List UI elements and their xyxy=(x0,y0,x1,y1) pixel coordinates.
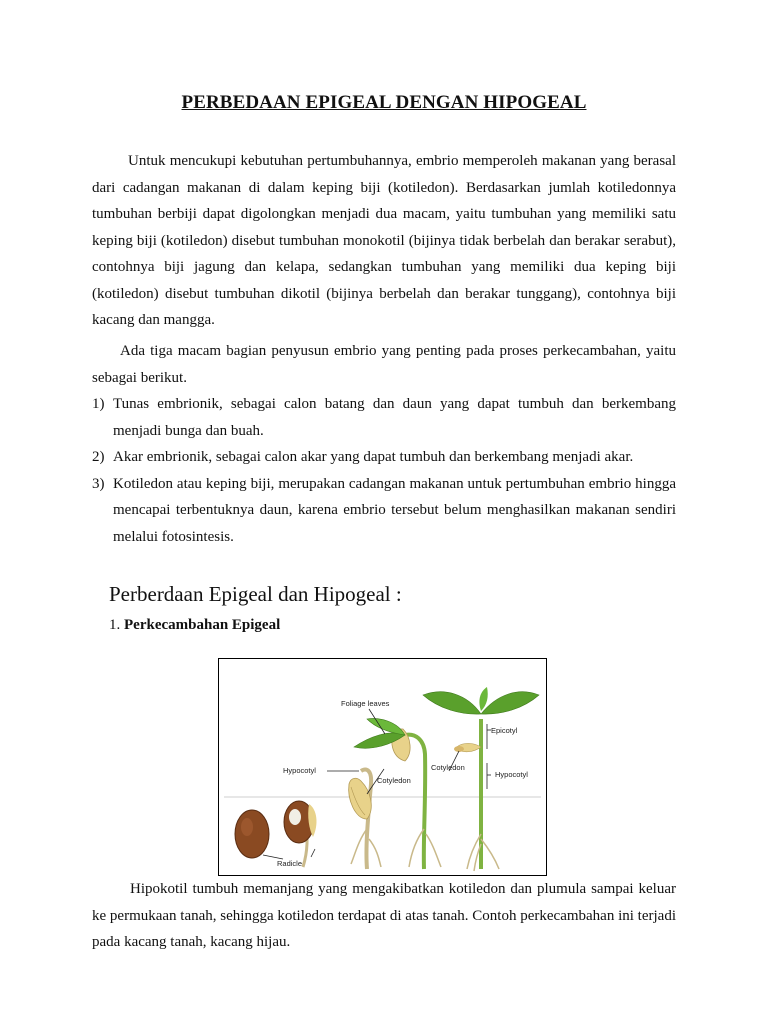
label-hypocotyl-right: Hypocotyl xyxy=(495,770,528,779)
label-radicle: Radicle xyxy=(277,859,303,868)
list-item xyxy=(92,471,676,551)
label-epicotyl: Epicotyl xyxy=(491,726,518,735)
page-title: PERBEDAAN EPIGEAL DENGAN HIPOGEAL xyxy=(181,92,587,113)
intro-paragraph: Untuk mencukupi kebutuhan pertumbuhannya, embrio memperoleh makanan yang berasal dari cadangan makanan di dalam keping biji (kotiledon). Berdasarkan jumlah kotiledonnya tumbuhan berbiji dapat digolongkan menjadi dua macam, yaitu tumbuhan yang memiliki satu keping biji (kotiledon) disebut tumbuhan monokotil (bijinya tidak berbelah dan berakar serabut), contohnya biji jagung dan kelapa, sedangkan tumbuhan yang memiliki dua keping biji (kotiledon) disebut tumbuhan dikotil (bijinya berbelah dan berakar tunggang), contohnya biji kacang dan mangga. xyxy=(92,153,676,328)
list-item xyxy=(92,444,676,471)
germination-illustration xyxy=(219,659,546,875)
seed-stage-1 xyxy=(235,810,269,858)
list-item-number: 2) xyxy=(92,449,105,465)
list-item-text: Kotiledon atau keping biji, merupakan cadangan makanan untuk pertumbuhan embrio hingga mencapai terbentuknya daun, karena embrio tersebut belum menghasilkan makanan sendiri melalui fotosintesis. xyxy=(113,475,676,545)
embryo-parts-list xyxy=(92,391,676,550)
seedling-stage-5 xyxy=(423,687,539,871)
seed-stage-2 xyxy=(284,801,316,867)
label-hypocotyl-left: Hypocotyl xyxy=(283,766,316,775)
section-heading: Perberdaan Epigeal dan Hipogeal : xyxy=(109,582,402,606)
embryo-parts-paragraph: Ada tiga macam bagian penyusun embrio yang penting pada proses perkecambahan, yaitu sebagai berikut. xyxy=(92,343,676,386)
epigeal-paragraph: Hipokotil tumbuh memanjang yang mengakibatkan kotiledon dan plumula sampai keluar ke permukaan tanah, sehingga kotiledon terdapat di atas tanah. Contoh perkecambahan ini terjadi pada kacang tanah, kacang hijau. xyxy=(92,881,676,950)
subheading xyxy=(109,617,280,634)
list-item-number: 1) xyxy=(92,396,105,412)
label-foliage-leaves: Foliage leaves xyxy=(341,699,390,708)
subheading-number: 1. xyxy=(109,617,121,633)
list-item-text: Akar embrionik, sebagai calon akar yang dapat tumbuh dan berkembang menjadi akar. xyxy=(113,449,634,465)
list-item-text: Tunas embrionik, sebagai calon batang dan daun yang dapat tumbuh dan berkembang menjadi bunga dan buah. xyxy=(113,396,676,439)
list-item-number: 3) xyxy=(92,475,105,492)
label-cotyledon-mid: Cotyledon xyxy=(377,776,411,785)
label-cotyledon-right: Cotyledon xyxy=(431,763,465,772)
epigeal-germination-figure xyxy=(218,658,547,876)
list-item xyxy=(92,391,676,444)
subheading-text: Perkecambahan Epigeal xyxy=(124,617,281,633)
